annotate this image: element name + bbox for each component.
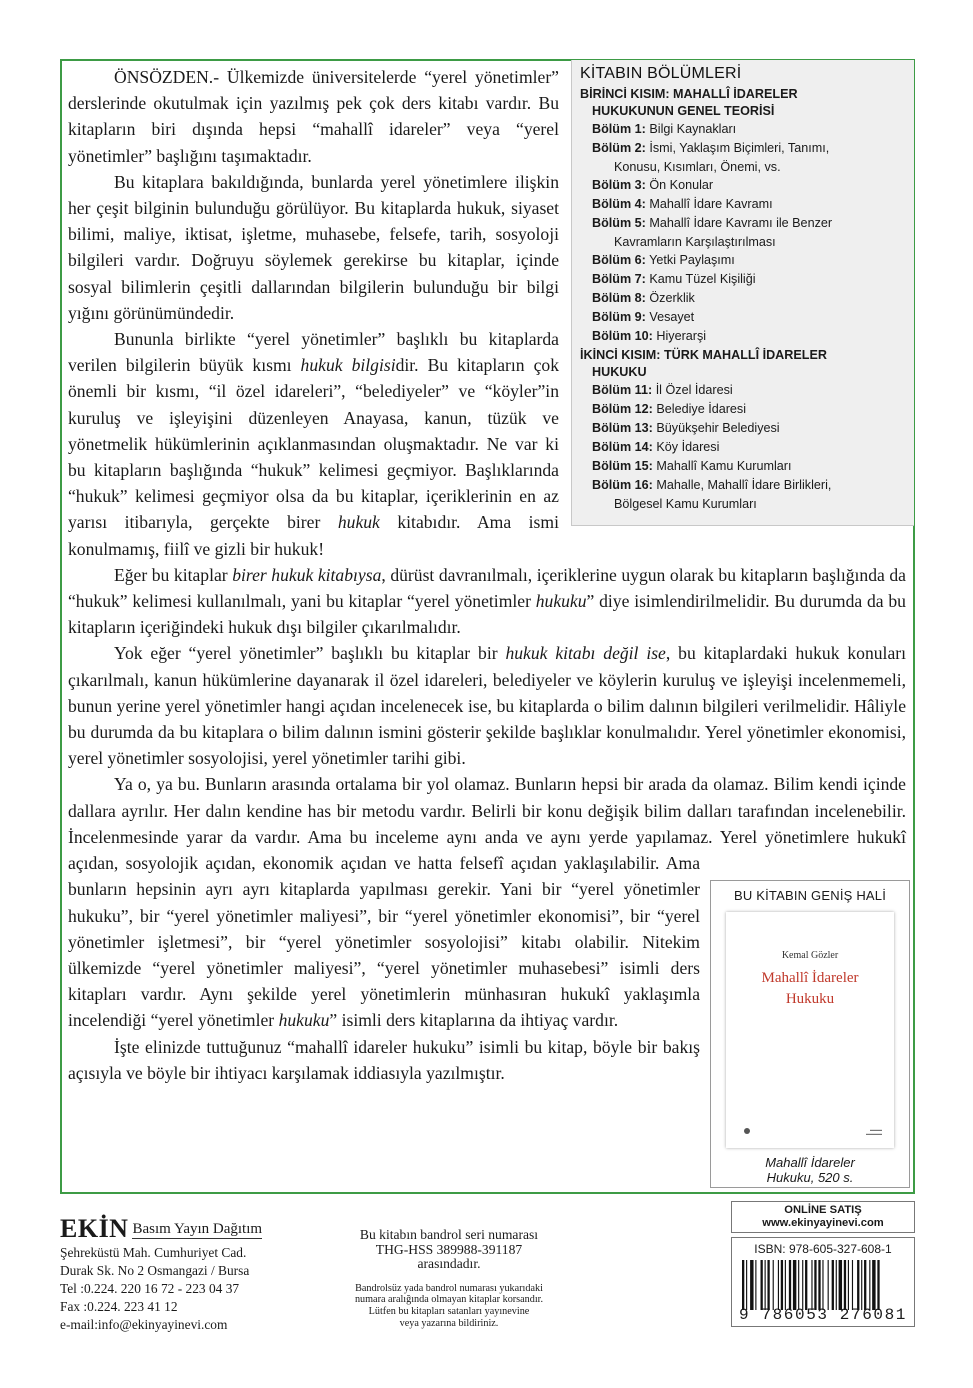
publisher-address-1: Şehreküstü Mah. Cumhuriyet Cad. (60, 1245, 247, 1260)
publisher-logo-icon (744, 1128, 750, 1134)
toc-chapter: Bölüm 8: Özerklik (592, 291, 695, 305)
barcode-icon (740, 1260, 906, 1310)
preface-paragraph-6: Ya o, ya bu. Bunların arasında ortalama bir yol olamaz. Bunların hepsi bir arada da olamaz. Bilim kendi içinde dallara ayrılır. Her dalın kendine has bir metodu vardır. Belirli bir konu değişik bilim dalları tarafından incelenebilir. İncelenmesinde yarar da vardır. Ama bu inceleme aynı anda ve aynı yerde yapılamaz. Yerel yönetimlere hukukî açıdan, sosyolojik açıdan, ekonomik açıdan ve hatta felsefî açıdan yaklaşılabilir. Ama bunların hepsinin ayrı ayrı kitaplarda yapılması gerekir. Yani bir “yerel yönetimler hukuku”, bir “yerel yönetimler maliyesi”, bir “yerel yönetimler ekonomisi”, bir “yerel yönetimler işletmesi”, bir “yerel yönetimler sosyolojisi” kitabı olabilir. Nitekim ülkemizde “yerel yönetimler maliyesi”, “yerel yönetimler muhasebesi” isimli ders kitapları vardır. Aynı şekilde yerel yönetimlerin münhasıran hukukî yaklaşımla incelendiği “yerel yönetimler hukuku” isimli ders kitaplarına da ihtiyaç vardır. (68, 774, 906, 1031)
table-of-contents (571, 60, 914, 526)
cover-title: Mahallî İdareler Hukuku (761, 970, 859, 1007)
preface-paragraph-2: Bu kitaplara bakıldığında, bunlarda yerel yönetimlere ilişkin her çeşit bilginin bulunduğu görülüyor. Bu kitaplarda hukuk, siyaset bilimi, maliye, iktisat, işletme, muhasebe, felsefe, tarih, sosyoloji bilgileri vardır. Doğruyu söylemek gerekirse bu kitaplar, içinde sosyal bilimlerin çeşitli dallarından bilgilerin bulunduğu bir bilgi yığını görünümündedir. (68, 171, 559, 323)
preface-paragraph-4: Eğer bu kitaplar birer hukuk kitabıysa, dürüst davranılmalı, içeriklerine uygun olarak bu kitapların başlığında da “hukuk” kelimesi kullanılmalı, yani bu kitaplar “yerel yönetimler hukuku” diye isimlendirilmelidir. Bu durumda da bu kitapların içeriğindeki hukuk dışı bilgiler çıkarılmalıdır. (68, 564, 906, 638)
toc-chapter: Bölüm 7: Kamu Tüzel Kişiliği (592, 272, 756, 286)
toc-chapter: Bölüm 12: Belediye İdaresi (592, 402, 746, 416)
toc-chapter: Bölüm 6: Yetki Paylaşımı (592, 253, 735, 267)
barcode-digits: 9 786053 276081 (738, 1306, 908, 1324)
online-sales-url[interactable]: www.ekinyayinevi.com (762, 1217, 884, 1229)
toc-part-1: BİRİNCİ KISIM: MAHALLÎ İDARELER HUKUKUNUN GENEL TEORİSİ (580, 87, 798, 118)
cover-author: Kemal Gözler (781, 950, 839, 961)
toc-chapter: Bölüm 11: İl Özel İdaresi (592, 383, 733, 397)
extended-edition-box (710, 880, 910, 1188)
toc-chapter: Bölüm 15: Mahallî Kamu Kurumları (592, 459, 792, 473)
publisher-email[interactable]: e-mail:info@ekinyayinevi.com (60, 1317, 228, 1332)
isbn-number: ISBN: 978-605-327-608-1 (754, 1242, 892, 1256)
cover-small-print: ▬▬▬ ▬▬▬▬ (866, 1127, 882, 1136)
toc-title: KİTABIN BÖLÜMLERİ (580, 65, 742, 82)
toc-chapter: Bölüm 3: Ön Konular (592, 178, 714, 192)
publisher-info (60, 1214, 262, 1334)
publisher-subtitle: Basım Yayın Dağıtım (132, 1221, 263, 1237)
toc-chapter: Bölüm 13: Büyükşehir Belediyesi (592, 421, 780, 435)
publisher-name: EKİN (60, 1214, 129, 1243)
publisher-tel: Tel :0.224. 220 16 72 - 223 04 37 (60, 1281, 240, 1296)
toc-chapter: Bölüm 5: Mahallî İdare Kavramı ile Benzer Kavramların Karşılaştırılması (592, 216, 833, 249)
bandrol-info: Bu kitabın bandrol seri numarası THG-HSS 389988-391187 arasındadır. Bandrolsüz yada bandrol numarası yukarıdaki numara aralığında olmayan kitaplar korsandır. Lütfen bu kitapları satanları yayınevine veya yazarına bildiriniz. (354, 1227, 544, 1329)
toc-part-2: İKİNCİ KISIM: TÜRK MAHALLÎ İDARELER HUKUKU (580, 348, 827, 379)
book-cover-thumbnail[interactable] (726, 912, 894, 1148)
toc-chapter: Bölüm 9: Vesayet (592, 310, 695, 324)
toc-chapter: Bölüm 1: Bilgi Kaynakları (592, 122, 737, 136)
preface-paragraph-7: İşte elinizde tuttuğunuz “mahallî idareler hukuku” isimli bu kitap, böyle bir bakış açısıyla ve böyle bir ihtiyacı karşılamak iddiasıyla yazılmıştır. (68, 1036, 700, 1083)
online-sales-box (731, 1201, 915, 1233)
publisher-address-2: Durak Sk. No 2 Osmangazi / Bursa (60, 1263, 250, 1278)
preface-paragraph-1: ÖNSÖZDEN.- Ülkemizde üniversitelerde “yerel yönetimler” derslerinde okutulmak için yazılmış pek çok ders kitabı vardır. Bu kitapların biri dışında hepsi “mahallî idareler” veya “yerel yönetimler” başlığını taşımaktadır. (68, 67, 559, 166)
preface-paragraph-5: Yok eğer “yerel yönetimler” başlıklı bu kitaplar bir hukuk kitabı değil ise, bu kitaplardaki hukuk konuları çıkarılmalı, kanun hükümlerine dayanarak il özel idareleri, belediyeler ve köylerin kuruluş ve işleyişi incelenmemeli, bunun yerine yerel yönetimler hangi açıdan incelenecek ise, bu kitaplarda o bilim dalının bilgileri verilmelidir. Hâliyle bu durumda da bu kitaplara o bilim dalının ismini gösterir şekilde başlıklar konulmalıdır. Yerel yönetimler ekonomisi, yerel yönetimler sosyolojisi, yerel yönetimler tarihi gibi. (68, 643, 906, 769)
toc-chapter: Bölüm 2: İsmi, Yaklaşım Biçimleri, Tanımı, Konusu, Kısımları, Önemi, vs. (592, 141, 830, 174)
extended-heading: BU KİTABIN GENİŞ HALİ (733, 888, 887, 903)
online-sales-label: ONLİNE SATIŞ (784, 1204, 862, 1216)
publisher-fax: Fax :0.224. 223 41 12 (60, 1299, 178, 1314)
toc-chapter: Bölüm 10: Hiyerarşi (592, 329, 707, 343)
toc-chapter: Bölüm 16: Mahalle, Mahallî İdare Birlikleri, Bölgesel Kamu Kurumları (592, 478, 832, 511)
toc-chapter: Bölüm 14: Köy İdaresi (592, 440, 720, 454)
isbn-box (731, 1237, 915, 1327)
extended-caption: Mahallî İdareler Hukuku, 520 s. (765, 1155, 855, 1185)
preface-paragraph-3: Bununla birlikte “yerel yönetimler” başlıklı bu kitaplarda verilen bilgilerin büyük kısmı hukuk bilgisidir. Bu kitapların çok önemli bir kısmı, “il özel idareleri”, “belediyeler” ve “köyler”in kuruluş ve işleyişini düzenleyen Anayasa, kanun, tüzük ve yönetmelik hükümlerinin açıklanmasından oluşmaktadır. Ne var ki bu kitapların başlığında “hukuk” kelimesi geçmiyor. Başlıklarında “hukuk” kelimesi geçmiyor olsa da bu kitaplar, içeriklerinin en az yarısı itibarıyla, gerçekte birer hukuk kitabıdır. Ama ismi konulmamış, fiilî ve gizli bir hukuk! (68, 329, 559, 559)
toc-chapter: Bölüm 4: Mahallî İdare Kavramı (592, 197, 773, 211)
